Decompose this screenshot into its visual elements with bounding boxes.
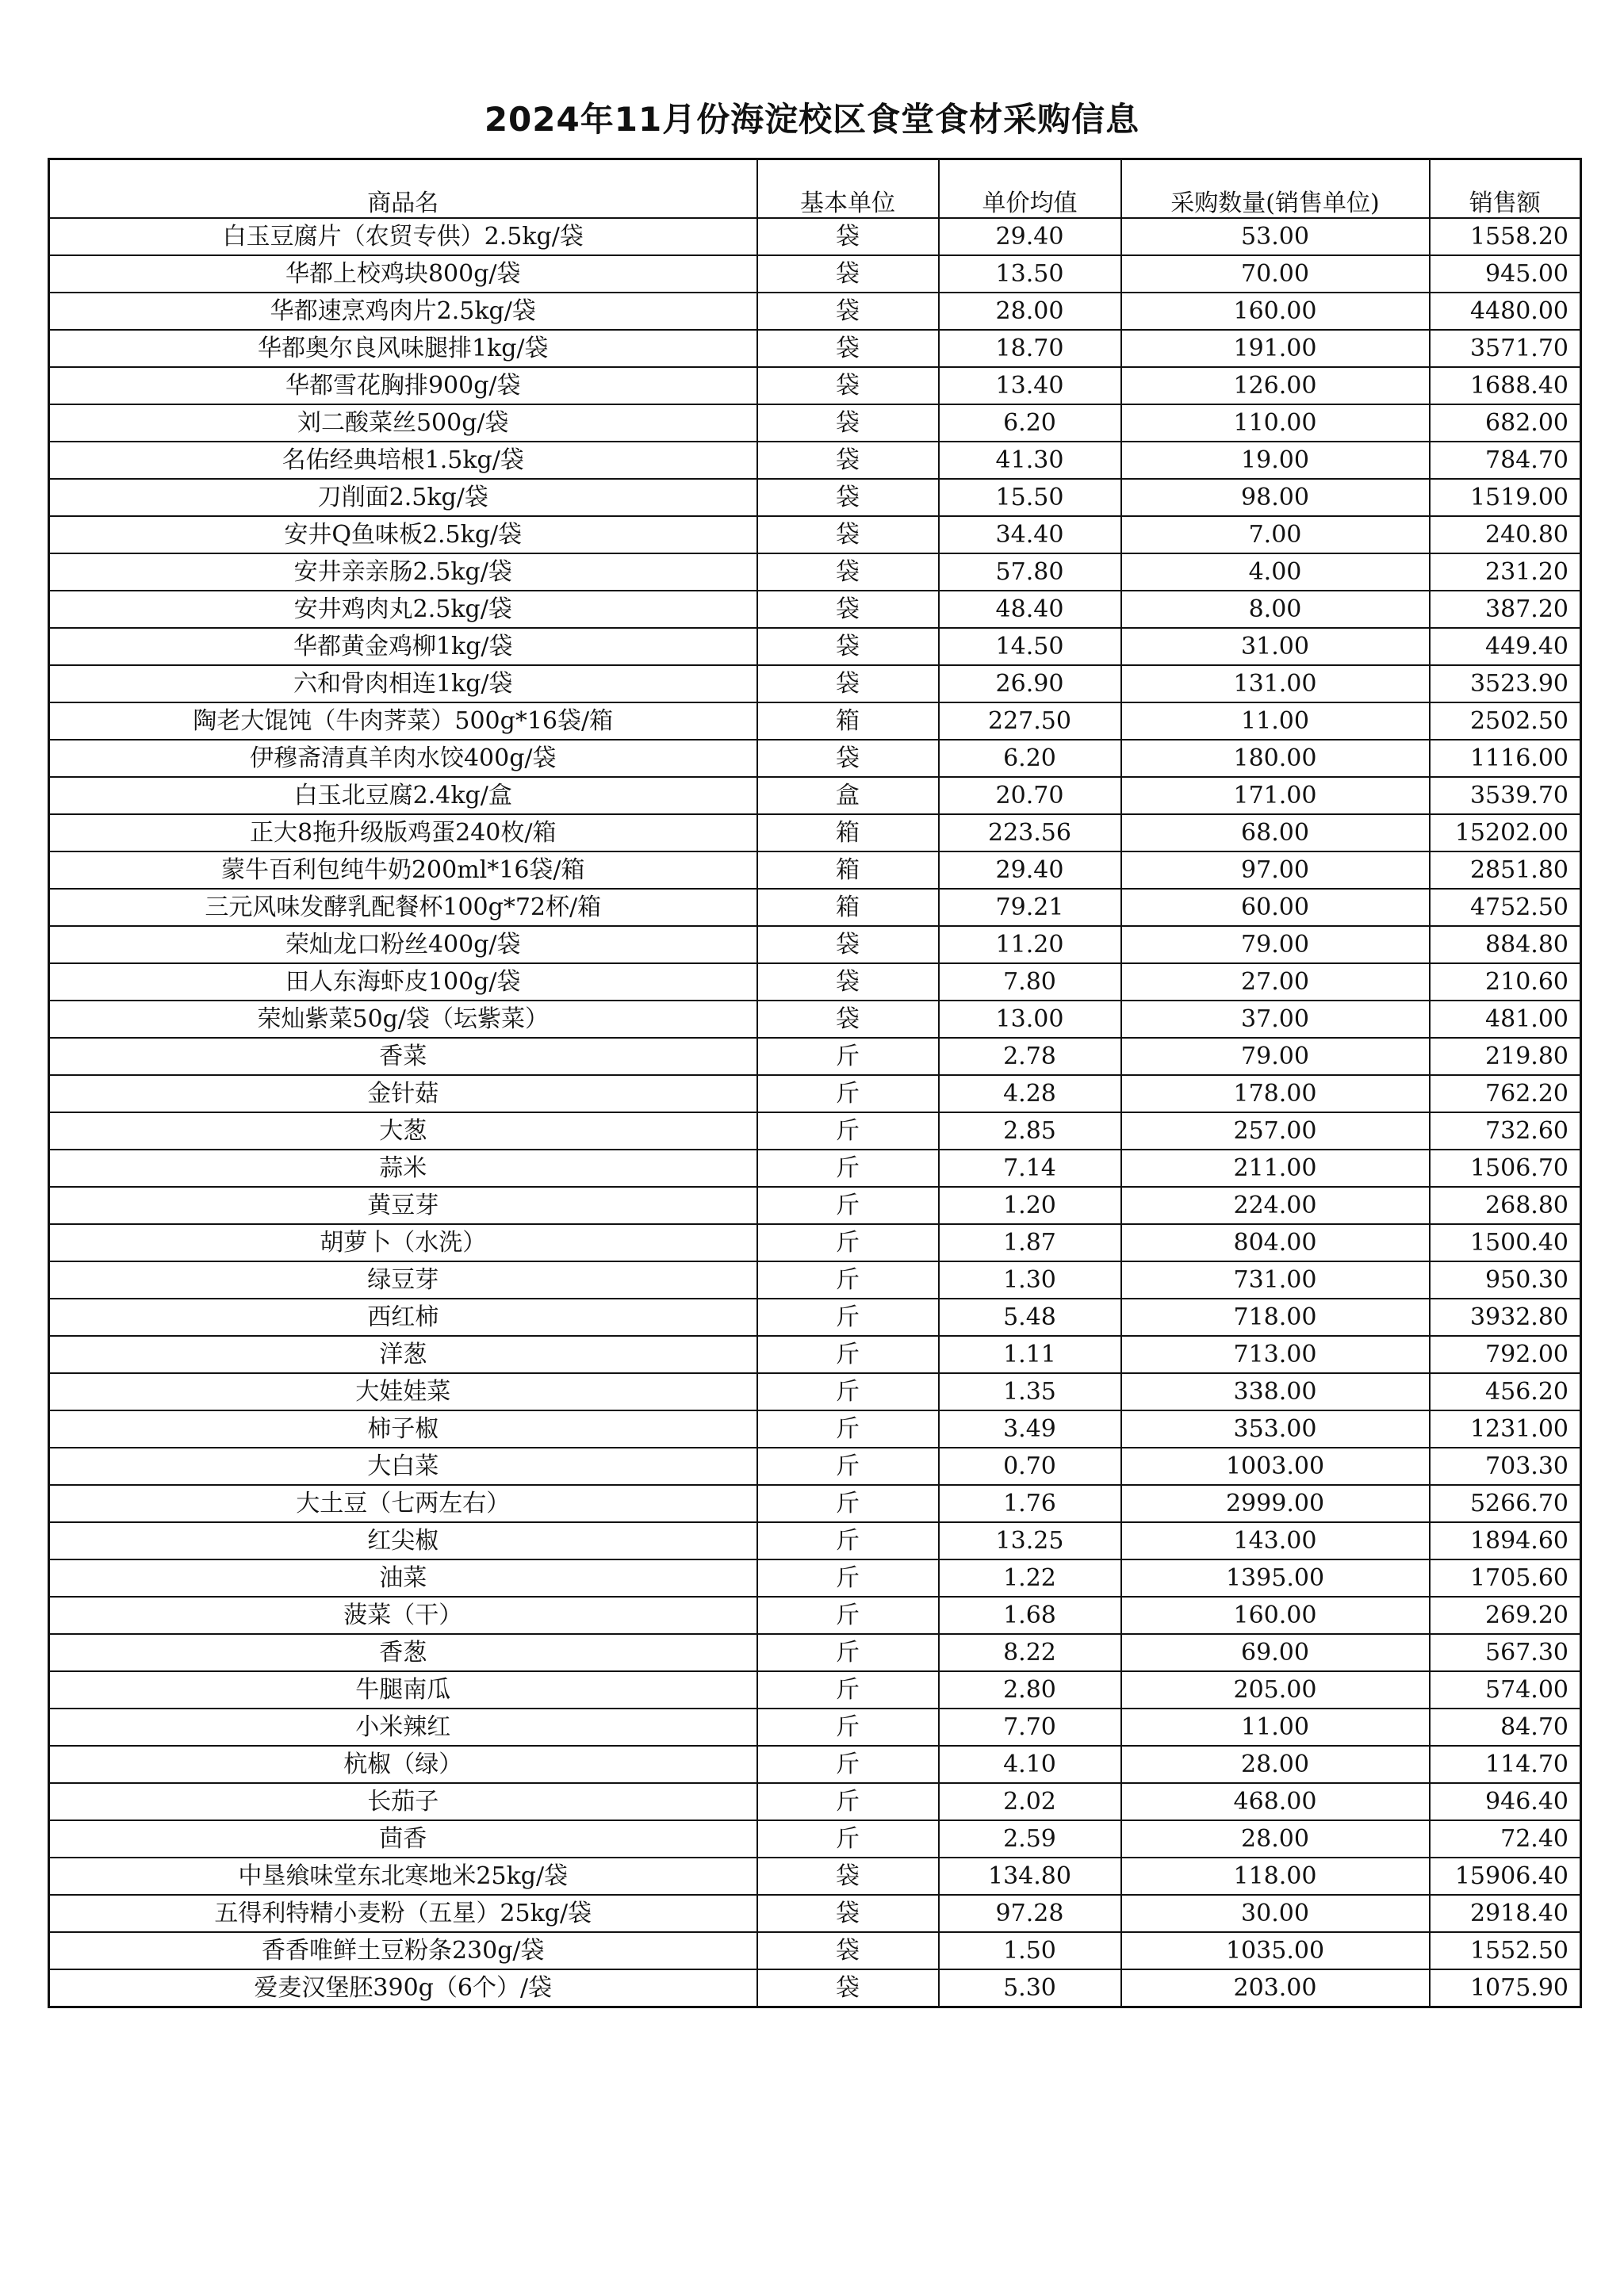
header-sales-amount: 销售额 bbox=[1430, 159, 1581, 219]
base-unit-cell: 袋 bbox=[757, 330, 939, 367]
avg-unit-price-cell: 6.20 bbox=[939, 404, 1121, 442]
product-name-cell: 白玉北豆腐2.4kg/盒 bbox=[49, 777, 757, 814]
purchase-quantity-cell: 131.00 bbox=[1121, 665, 1430, 702]
purchase-quantity-cell: 731.00 bbox=[1121, 1261, 1430, 1299]
product-name-cell: 黄豆芽 bbox=[49, 1187, 757, 1224]
avg-unit-price-cell: 2.78 bbox=[939, 1038, 1121, 1075]
product-name-cell: 正大8拖升级版鸡蛋240枚/箱 bbox=[49, 814, 757, 851]
purchase-quantity-cell: 28.00 bbox=[1121, 1820, 1430, 1858]
sales-amount-cell: 219.80 bbox=[1430, 1038, 1581, 1075]
product-name-cell: 安井鸡肉丸2.5kg/袋 bbox=[49, 591, 757, 628]
purchase-quantity-cell: 79.00 bbox=[1121, 1038, 1430, 1075]
base-unit-cell: 斤 bbox=[757, 1709, 939, 1746]
table-row bbox=[49, 1410, 1581, 1448]
sales-amount-cell: 15202.00 bbox=[1430, 814, 1581, 851]
table-row bbox=[49, 926, 1581, 963]
purchase-quantity-cell: 11.00 bbox=[1121, 1709, 1430, 1746]
sales-amount-cell: 2918.40 bbox=[1430, 1895, 1581, 1932]
avg-unit-price-cell: 7.80 bbox=[939, 963, 1121, 1001]
purchase-quantity-cell: 7.00 bbox=[1121, 516, 1430, 553]
sales-amount-cell: 682.00 bbox=[1430, 404, 1581, 442]
base-unit-cell: 箱 bbox=[757, 889, 939, 926]
base-unit-cell: 斤 bbox=[757, 1820, 939, 1858]
avg-unit-price-cell: 18.70 bbox=[939, 330, 1121, 367]
base-unit-cell: 箱 bbox=[757, 702, 939, 740]
header-product-name: 商品名 bbox=[49, 159, 757, 219]
base-unit-cell: 袋 bbox=[757, 442, 939, 479]
table-row bbox=[49, 479, 1581, 516]
product-name-cell: 中垦飨味堂东北寒地米25kg/袋 bbox=[49, 1858, 757, 1895]
avg-unit-price-cell: 15.50 bbox=[939, 479, 1121, 516]
avg-unit-price-cell: 57.80 bbox=[939, 553, 1121, 591]
purchase-quantity-cell: 27.00 bbox=[1121, 963, 1430, 1001]
avg-unit-price-cell: 6.20 bbox=[939, 740, 1121, 777]
purchase-quantity-cell: 203.00 bbox=[1121, 1969, 1430, 2007]
page-title: 2024年11月份海淀校区食堂食材采购信息 bbox=[484, 100, 1140, 139]
sales-amount-cell: 2851.80 bbox=[1430, 851, 1581, 889]
avg-unit-price-cell: 227.50 bbox=[939, 702, 1121, 740]
product-name-cell: 蒙牛百利包纯牛奶200ml*16袋/箱 bbox=[49, 851, 757, 889]
product-name-cell: 华都奥尔良风味腿排1kg/袋 bbox=[49, 330, 757, 367]
purchase-quantity-cell: 257.00 bbox=[1121, 1112, 1430, 1150]
sales-amount-cell: 456.20 bbox=[1430, 1373, 1581, 1410]
purchase-quantity-cell: 713.00 bbox=[1121, 1336, 1430, 1373]
base-unit-cell: 袋 bbox=[757, 665, 939, 702]
product-name-cell: 田人东海虾皮100g/袋 bbox=[49, 963, 757, 1001]
product-name-cell: 荣灿紫菜50g/袋（坛紫菜） bbox=[49, 1001, 757, 1038]
product-name-cell: 华都雪花胸排900g/袋 bbox=[49, 367, 757, 404]
base-unit-cell: 斤 bbox=[757, 1261, 939, 1299]
avg-unit-price-cell: 1.50 bbox=[939, 1932, 1121, 1969]
table-row bbox=[49, 665, 1581, 702]
sales-amount-cell: 114.70 bbox=[1430, 1746, 1581, 1783]
purchase-quantity-cell: 19.00 bbox=[1121, 442, 1430, 479]
product-name-cell: 六和骨肉相连1kg/袋 bbox=[49, 665, 757, 702]
table-row bbox=[49, 1820, 1581, 1858]
product-name-cell: 陶老大馄饨（牛肉荠菜）500g*16袋/箱 bbox=[49, 702, 757, 740]
sales-amount-cell: 1705.60 bbox=[1430, 1559, 1581, 1597]
avg-unit-price-cell: 4.10 bbox=[939, 1746, 1121, 1783]
purchase-quantity-cell: 126.00 bbox=[1121, 367, 1430, 404]
sales-amount-cell: 4752.50 bbox=[1430, 889, 1581, 926]
product-name-cell: 茴香 bbox=[49, 1820, 757, 1858]
avg-unit-price-cell: 1.11 bbox=[939, 1336, 1121, 1373]
table-row bbox=[49, 740, 1581, 777]
sales-amount-cell: 884.80 bbox=[1430, 926, 1581, 963]
product-name-cell: 油菜 bbox=[49, 1559, 757, 1597]
product-name-cell: 大白菜 bbox=[49, 1448, 757, 1485]
base-unit-cell: 斤 bbox=[757, 1150, 939, 1187]
sales-amount-cell: 4480.00 bbox=[1430, 293, 1581, 330]
product-name-cell: 香香唯鲜土豆粉条230g/袋 bbox=[49, 1932, 757, 1969]
product-name-cell: 胡萝卜（水洗） bbox=[49, 1224, 757, 1261]
sales-amount-cell: 72.40 bbox=[1430, 1820, 1581, 1858]
sales-amount-cell: 703.30 bbox=[1430, 1448, 1581, 1485]
sales-amount-cell: 5266.70 bbox=[1430, 1485, 1581, 1522]
table-row bbox=[49, 591, 1581, 628]
table-row bbox=[49, 1112, 1581, 1150]
base-unit-cell: 袋 bbox=[757, 516, 939, 553]
table-row bbox=[49, 1261, 1581, 1299]
product-name-cell: 华都速烹鸡肉片2.5kg/袋 bbox=[49, 293, 757, 330]
purchase-quantity-cell: 79.00 bbox=[1121, 926, 1430, 963]
base-unit-cell: 袋 bbox=[757, 553, 939, 591]
base-unit-cell: 袋 bbox=[757, 218, 939, 255]
table-row bbox=[49, 1522, 1581, 1559]
sales-amount-cell: 240.80 bbox=[1430, 516, 1581, 553]
product-name-cell: 小米辣红 bbox=[49, 1709, 757, 1746]
base-unit-cell: 斤 bbox=[757, 1224, 939, 1261]
avg-unit-price-cell: 1.35 bbox=[939, 1373, 1121, 1410]
avg-unit-price-cell: 223.56 bbox=[939, 814, 1121, 851]
purchase-quantity-cell: 143.00 bbox=[1121, 1522, 1430, 1559]
base-unit-cell: 袋 bbox=[757, 740, 939, 777]
base-unit-cell: 斤 bbox=[757, 1410, 939, 1448]
avg-unit-price-cell: 3.49 bbox=[939, 1410, 1121, 1448]
avg-unit-price-cell: 41.30 bbox=[939, 442, 1121, 479]
base-unit-cell: 箱 bbox=[757, 814, 939, 851]
table-row bbox=[49, 1671, 1581, 1709]
table-row bbox=[49, 1709, 1581, 1746]
sales-amount-cell: 1506.70 bbox=[1430, 1150, 1581, 1187]
sales-amount-cell: 1075.90 bbox=[1430, 1969, 1581, 2007]
purchase-quantity-cell: 718.00 bbox=[1121, 1299, 1430, 1336]
header-avg-unit-price: 单价均值 bbox=[939, 159, 1121, 219]
product-name-cell: 五得利特精小麦粉（五星）25kg/袋 bbox=[49, 1895, 757, 1932]
purchase-quantity-cell: 69.00 bbox=[1121, 1634, 1430, 1671]
purchase-quantity-cell: 31.00 bbox=[1121, 628, 1430, 665]
table-header-row bbox=[49, 159, 1581, 219]
sales-amount-cell: 950.30 bbox=[1430, 1261, 1581, 1299]
table-row bbox=[49, 1969, 1581, 2007]
base-unit-cell: 斤 bbox=[757, 1187, 939, 1224]
avg-unit-price-cell: 7.70 bbox=[939, 1709, 1121, 1746]
avg-unit-price-cell: 13.50 bbox=[939, 255, 1121, 293]
table-row bbox=[49, 777, 1581, 814]
purchase-quantity-cell: 171.00 bbox=[1121, 777, 1430, 814]
purchase-quantity-cell: 98.00 bbox=[1121, 479, 1430, 516]
base-unit-cell: 斤 bbox=[757, 1448, 939, 1485]
avg-unit-price-cell: 2.85 bbox=[939, 1112, 1121, 1150]
purchase-quantity-cell: 37.00 bbox=[1121, 1001, 1430, 1038]
sales-amount-cell: 449.40 bbox=[1430, 628, 1581, 665]
avg-unit-price-cell: 20.70 bbox=[939, 777, 1121, 814]
sales-amount-cell: 1688.40 bbox=[1430, 367, 1581, 404]
product-name-cell: 爱麦汉堡胚390g（6个）/袋 bbox=[49, 1969, 757, 2007]
base-unit-cell: 斤 bbox=[757, 1597, 939, 1634]
purchase-quantity-cell: 118.00 bbox=[1121, 1858, 1430, 1895]
avg-unit-price-cell: 97.28 bbox=[939, 1895, 1121, 1932]
table-row bbox=[49, 814, 1581, 851]
base-unit-cell: 斤 bbox=[757, 1783, 939, 1820]
product-name-cell: 菠菜（干） bbox=[49, 1597, 757, 1634]
table-row bbox=[49, 1373, 1581, 1410]
base-unit-cell: 袋 bbox=[757, 963, 939, 1001]
purchase-quantity-cell: 53.00 bbox=[1121, 218, 1430, 255]
purchase-quantity-cell: 1003.00 bbox=[1121, 1448, 1430, 1485]
table-row bbox=[49, 1597, 1581, 1634]
table-row bbox=[49, 1187, 1581, 1224]
base-unit-cell: 袋 bbox=[757, 404, 939, 442]
table-row bbox=[49, 1001, 1581, 1038]
table-row bbox=[49, 1224, 1581, 1261]
table-row bbox=[49, 1299, 1581, 1336]
purchase-quantity-cell: 68.00 bbox=[1121, 814, 1430, 851]
product-name-cell: 刀削面2.5kg/袋 bbox=[49, 479, 757, 516]
base-unit-cell: 箱 bbox=[757, 851, 939, 889]
base-unit-cell: 袋 bbox=[757, 1858, 939, 1895]
product-name-cell: 金针菇 bbox=[49, 1075, 757, 1112]
avg-unit-price-cell: 1.20 bbox=[939, 1187, 1121, 1224]
purchase-quantity-cell: 28.00 bbox=[1121, 1746, 1430, 1783]
purchase-quantity-cell: 60.00 bbox=[1121, 889, 1430, 926]
product-name-cell: 大娃娃菜 bbox=[49, 1373, 757, 1410]
table-row bbox=[49, 1932, 1581, 1969]
purchase-quantity-cell: 804.00 bbox=[1121, 1224, 1430, 1261]
avg-unit-price-cell: 2.59 bbox=[939, 1820, 1121, 1858]
product-name-cell: 牛腿南瓜 bbox=[49, 1671, 757, 1709]
avg-unit-price-cell: 1.22 bbox=[939, 1559, 1121, 1597]
product-name-cell: 大葱 bbox=[49, 1112, 757, 1150]
avg-unit-price-cell: 34.40 bbox=[939, 516, 1121, 553]
avg-unit-price-cell: 1.68 bbox=[939, 1597, 1121, 1634]
table-row bbox=[49, 1485, 1581, 1522]
product-name-cell: 红尖椒 bbox=[49, 1522, 757, 1559]
table-row bbox=[49, 218, 1581, 255]
table-row bbox=[49, 404, 1581, 442]
base-unit-cell: 斤 bbox=[757, 1746, 939, 1783]
table-row bbox=[49, 330, 1581, 367]
product-name-cell: 安井亲亲肠2.5kg/袋 bbox=[49, 553, 757, 591]
sales-amount-cell: 210.60 bbox=[1430, 963, 1581, 1001]
header-base-unit: 基本单位 bbox=[757, 159, 939, 219]
table-row bbox=[49, 442, 1581, 479]
table-row bbox=[49, 1559, 1581, 1597]
table-body bbox=[49, 218, 1581, 2007]
product-name-cell: 洋葱 bbox=[49, 1336, 757, 1373]
avg-unit-price-cell: 5.30 bbox=[939, 1969, 1121, 2007]
table-row bbox=[49, 1336, 1581, 1373]
table-row bbox=[49, 293, 1581, 330]
base-unit-cell: 袋 bbox=[757, 1001, 939, 1038]
purchase-quantity-cell: 160.00 bbox=[1121, 1597, 1430, 1634]
avg-unit-price-cell: 1.76 bbox=[939, 1485, 1121, 1522]
purchase-quantity-cell: 180.00 bbox=[1121, 740, 1430, 777]
table-row bbox=[49, 1634, 1581, 1671]
avg-unit-price-cell: 14.50 bbox=[939, 628, 1121, 665]
product-name-cell: 长茄子 bbox=[49, 1783, 757, 1820]
table-row bbox=[49, 1895, 1581, 1932]
table-row bbox=[49, 628, 1581, 665]
sales-amount-cell: 1231.00 bbox=[1430, 1410, 1581, 1448]
product-name-cell: 香菜 bbox=[49, 1038, 757, 1075]
product-name-cell: 伊穆斋清真羊肉水饺400g/袋 bbox=[49, 740, 757, 777]
avg-unit-price-cell: 134.80 bbox=[939, 1858, 1121, 1895]
table-row bbox=[49, 1858, 1581, 1895]
base-unit-cell: 斤 bbox=[757, 1075, 939, 1112]
product-name-cell: 大土豆（七两左右） bbox=[49, 1485, 757, 1522]
sales-amount-cell: 946.40 bbox=[1430, 1783, 1581, 1820]
base-unit-cell: 袋 bbox=[757, 1969, 939, 2007]
product-name-cell: 绿豆芽 bbox=[49, 1261, 757, 1299]
table-row bbox=[49, 1038, 1581, 1075]
avg-unit-price-cell: 2.02 bbox=[939, 1783, 1121, 1820]
avg-unit-price-cell: 8.22 bbox=[939, 1634, 1121, 1671]
product-name-cell: 白玉豆腐片（农贸专供）2.5kg/袋 bbox=[49, 218, 757, 255]
base-unit-cell: 斤 bbox=[757, 1112, 939, 1150]
purchase-quantity-cell: 1395.00 bbox=[1121, 1559, 1430, 1597]
avg-unit-price-cell: 79.21 bbox=[939, 889, 1121, 926]
sales-amount-cell: 268.80 bbox=[1430, 1187, 1581, 1224]
avg-unit-price-cell: 28.00 bbox=[939, 293, 1121, 330]
base-unit-cell: 斤 bbox=[757, 1634, 939, 1671]
sales-amount-cell: 1116.00 bbox=[1430, 740, 1581, 777]
table-row bbox=[49, 851, 1581, 889]
base-unit-cell: 斤 bbox=[757, 1336, 939, 1373]
base-unit-cell: 斤 bbox=[757, 1373, 939, 1410]
purchase-quantity-cell: 224.00 bbox=[1121, 1187, 1430, 1224]
base-unit-cell: 袋 bbox=[757, 367, 939, 404]
avg-unit-price-cell: 48.40 bbox=[939, 591, 1121, 628]
table-row bbox=[49, 1150, 1581, 1187]
sales-amount-cell: 784.70 bbox=[1430, 442, 1581, 479]
sales-amount-cell: 732.60 bbox=[1430, 1112, 1581, 1150]
table-row bbox=[49, 1448, 1581, 1485]
base-unit-cell: 袋 bbox=[757, 255, 939, 293]
product-name-cell: 西红柿 bbox=[49, 1299, 757, 1336]
procurement-table bbox=[48, 158, 1582, 2008]
product-name-cell: 华都上校鸡块800g/袋 bbox=[49, 255, 757, 293]
table-row bbox=[49, 1075, 1581, 1112]
table-row bbox=[49, 516, 1581, 553]
base-unit-cell: 斤 bbox=[757, 1485, 939, 1522]
sales-amount-cell: 3539.70 bbox=[1430, 777, 1581, 814]
purchase-quantity-cell: 353.00 bbox=[1121, 1410, 1430, 1448]
purchase-quantity-cell: 110.00 bbox=[1121, 404, 1430, 442]
sales-amount-cell: 15906.40 bbox=[1430, 1858, 1581, 1895]
base-unit-cell: 袋 bbox=[757, 293, 939, 330]
sales-amount-cell: 387.20 bbox=[1430, 591, 1581, 628]
avg-unit-price-cell: 11.20 bbox=[939, 926, 1121, 963]
purchase-quantity-cell: 2999.00 bbox=[1121, 1485, 1430, 1522]
table-row bbox=[49, 963, 1581, 1001]
product-name-cell: 刘二酸菜丝500g/袋 bbox=[49, 404, 757, 442]
sales-amount-cell: 3932.80 bbox=[1430, 1299, 1581, 1336]
table-row bbox=[49, 889, 1581, 926]
purchase-quantity-cell: 191.00 bbox=[1121, 330, 1430, 367]
base-unit-cell: 斤 bbox=[757, 1299, 939, 1336]
product-name-cell: 安井Q鱼味板2.5kg/袋 bbox=[49, 516, 757, 553]
purchase-quantity-cell: 70.00 bbox=[1121, 255, 1430, 293]
base-unit-cell: 袋 bbox=[757, 591, 939, 628]
purchase-quantity-cell: 11.00 bbox=[1121, 702, 1430, 740]
sales-amount-cell: 792.00 bbox=[1430, 1336, 1581, 1373]
purchase-quantity-cell: 211.00 bbox=[1121, 1150, 1430, 1187]
header-purchase-quantity: 采购数量(销售单位) bbox=[1121, 159, 1430, 219]
sales-amount-cell: 1519.00 bbox=[1430, 479, 1581, 516]
base-unit-cell: 袋 bbox=[757, 479, 939, 516]
base-unit-cell: 斤 bbox=[757, 1522, 939, 1559]
table-row bbox=[49, 255, 1581, 293]
base-unit-cell: 盒 bbox=[757, 777, 939, 814]
sales-amount-cell: 1552.50 bbox=[1430, 1932, 1581, 1969]
base-unit-cell: 袋 bbox=[757, 1932, 939, 1969]
purchase-quantity-cell: 468.00 bbox=[1121, 1783, 1430, 1820]
product-name-cell: 杭椒（绿） bbox=[49, 1746, 757, 1783]
base-unit-cell: 斤 bbox=[757, 1038, 939, 1075]
table-row bbox=[49, 702, 1581, 740]
purchase-quantity-cell: 178.00 bbox=[1121, 1075, 1430, 1112]
sales-amount-cell: 1500.40 bbox=[1430, 1224, 1581, 1261]
base-unit-cell: 袋 bbox=[757, 1895, 939, 1932]
sales-amount-cell: 1894.60 bbox=[1430, 1522, 1581, 1559]
sales-amount-cell: 231.20 bbox=[1430, 553, 1581, 591]
avg-unit-price-cell: 13.00 bbox=[939, 1001, 1121, 1038]
avg-unit-price-cell: 2.80 bbox=[939, 1671, 1121, 1709]
purchase-quantity-cell: 160.00 bbox=[1121, 293, 1430, 330]
sales-amount-cell: 567.30 bbox=[1430, 1634, 1581, 1671]
product-name-cell: 华都黄金鸡柳1kg/袋 bbox=[49, 628, 757, 665]
avg-unit-price-cell: 7.14 bbox=[939, 1150, 1121, 1187]
purchase-quantity-cell: 1035.00 bbox=[1121, 1932, 1430, 1969]
purchase-quantity-cell: 8.00 bbox=[1121, 591, 1430, 628]
product-name-cell: 荣灿龙口粉丝400g/袋 bbox=[49, 926, 757, 963]
table-row bbox=[49, 1783, 1581, 1820]
table-row bbox=[49, 367, 1581, 404]
sales-amount-cell: 84.70 bbox=[1430, 1709, 1581, 1746]
base-unit-cell: 袋 bbox=[757, 926, 939, 963]
sales-amount-cell: 1558.20 bbox=[1430, 218, 1581, 255]
avg-unit-price-cell: 4.28 bbox=[939, 1075, 1121, 1112]
purchase-quantity-cell: 338.00 bbox=[1121, 1373, 1430, 1410]
avg-unit-price-cell: 13.25 bbox=[939, 1522, 1121, 1559]
product-name-cell: 香葱 bbox=[49, 1634, 757, 1671]
avg-unit-price-cell: 5.48 bbox=[939, 1299, 1121, 1336]
purchase-quantity-cell: 30.00 bbox=[1121, 1895, 1430, 1932]
sales-amount-cell: 269.20 bbox=[1430, 1597, 1581, 1634]
avg-unit-price-cell: 1.87 bbox=[939, 1224, 1121, 1261]
avg-unit-price-cell: 29.40 bbox=[939, 218, 1121, 255]
sales-amount-cell: 762.20 bbox=[1430, 1075, 1581, 1112]
product-name-cell: 蒜米 bbox=[49, 1150, 757, 1187]
avg-unit-price-cell: 13.40 bbox=[939, 367, 1121, 404]
table-row bbox=[49, 553, 1581, 591]
sales-amount-cell: 574.00 bbox=[1430, 1671, 1581, 1709]
avg-unit-price-cell: 1.30 bbox=[939, 1261, 1121, 1299]
purchase-quantity-cell: 205.00 bbox=[1121, 1671, 1430, 1709]
product-name-cell: 三元风味发酵乳配餐杯100g*72杯/箱 bbox=[49, 889, 757, 926]
table-row bbox=[49, 1746, 1581, 1783]
sales-amount-cell: 3523.90 bbox=[1430, 665, 1581, 702]
product-name-cell: 名佑经典培根1.5kg/袋 bbox=[49, 442, 757, 479]
avg-unit-price-cell: 29.40 bbox=[939, 851, 1121, 889]
base-unit-cell: 斤 bbox=[757, 1671, 939, 1709]
purchase-quantity-cell: 4.00 bbox=[1121, 553, 1430, 591]
sales-amount-cell: 2502.50 bbox=[1430, 702, 1581, 740]
base-unit-cell: 袋 bbox=[757, 628, 939, 665]
avg-unit-price-cell: 26.90 bbox=[939, 665, 1121, 702]
base-unit-cell: 斤 bbox=[757, 1559, 939, 1597]
avg-unit-price-cell: 0.70 bbox=[939, 1448, 1121, 1485]
sales-amount-cell: 3571.70 bbox=[1430, 330, 1581, 367]
sales-amount-cell: 481.00 bbox=[1430, 1001, 1581, 1038]
product-name-cell: 柿子椒 bbox=[49, 1410, 757, 1448]
purchase-quantity-cell: 97.00 bbox=[1121, 851, 1430, 889]
sales-amount-cell: 945.00 bbox=[1430, 255, 1581, 293]
